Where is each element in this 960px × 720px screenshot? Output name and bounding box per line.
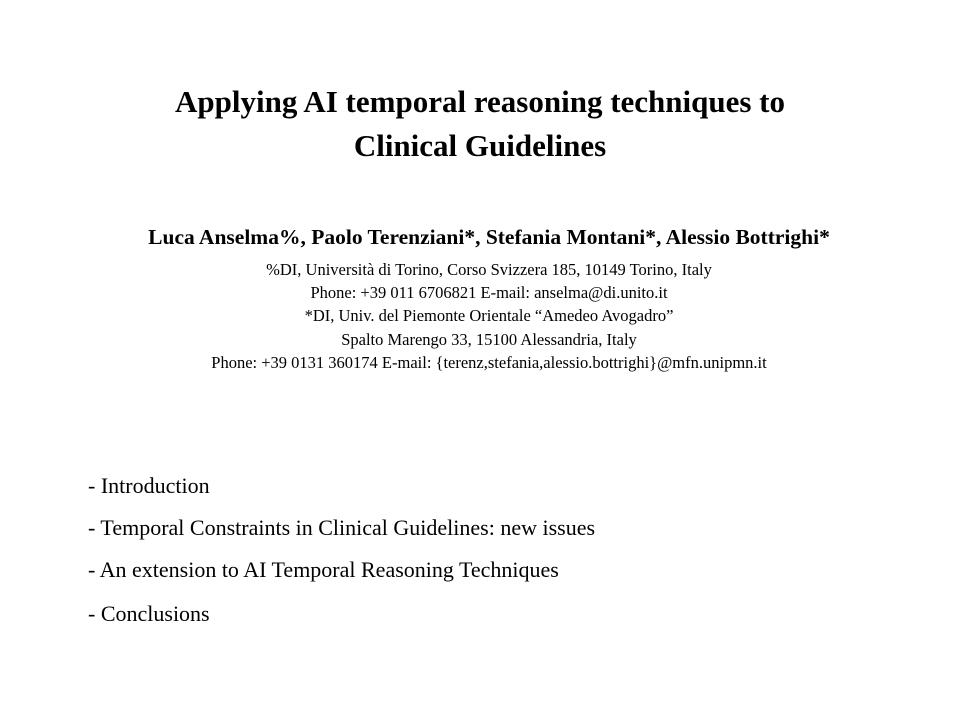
contact-line: Phone: +39 011 6706821 E-mail: anselma@di.unito.it	[310, 283, 668, 303]
address-line: Spalto Marengo 33, 15100 Alessandria, Italy	[341, 329, 637, 349]
outline-item-introduction: - Introduction	[88, 473, 210, 498]
contact-line: Phone: +39 0131 360174 E-mail: {terenz,stefania,alessio.bottrighi}@mfn.unipmn.it	[211, 352, 767, 372]
affiliations	[0, 258, 960, 374]
title-line-2: Clinical Guidelines	[353, 128, 607, 163]
affiliation-line: %DI, Università di Torino, Corso Svizzera 185, 10149 Torino, Italy	[266, 260, 712, 279]
slide-title	[0, 80, 960, 168]
author-list: Luca Anselma%, Paolo Terenziani*, Stefania Montani*, Alessio Bottrighi*	[148, 225, 830, 249]
title-line-1: Applying AI temporal reasoning techniques to	[174, 84, 786, 119]
outline-item-conclusions: - Conclusions	[88, 601, 210, 626]
outline-item-temporal-constraints: - Temporal Constraints in Clinical Guidelines: new issues	[88, 515, 596, 540]
outline-item-extension: - An extension to AI Temporal Reasoning Techniques	[88, 557, 559, 582]
affiliation-line: *DI, Univ. del Piemonte Orientale “Amedeo Avogadro”	[304, 306, 674, 326]
